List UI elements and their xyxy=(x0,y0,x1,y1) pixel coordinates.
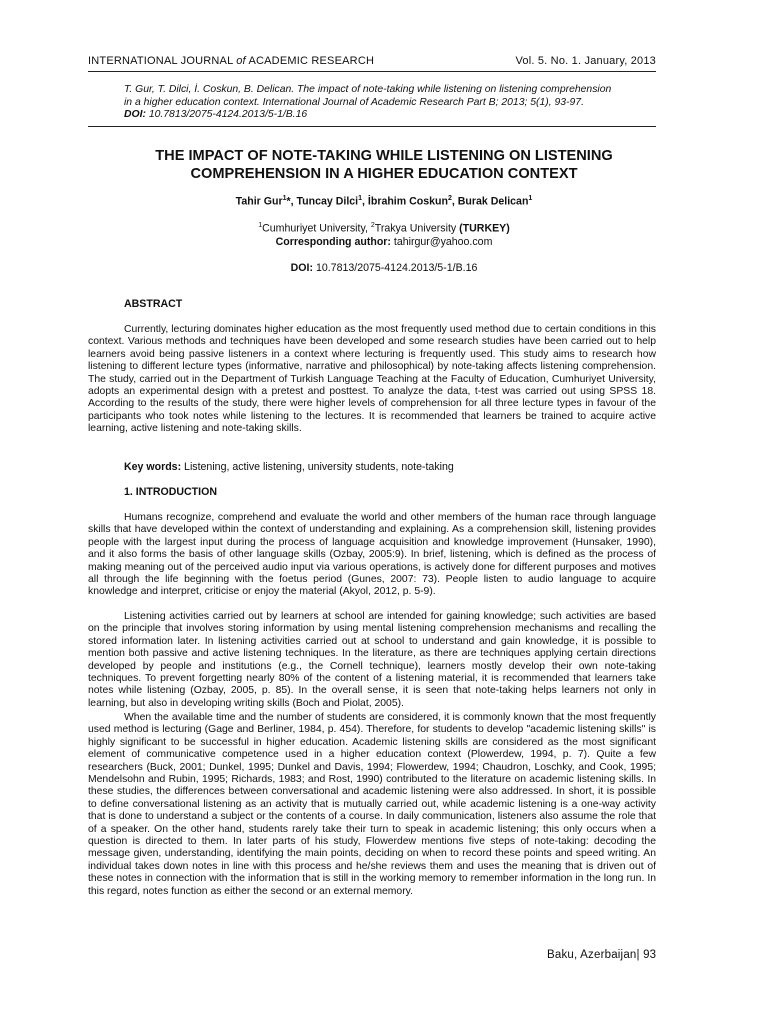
corresponding-author: Corresponding author: tahirgur@yahoo.com xyxy=(275,235,493,248)
title-line-1: THE IMPACT OF NOTE-TAKING WHILE LISTENING ON LISTENING xyxy=(155,148,613,164)
introduction-heading: 1. INTRODUCTION xyxy=(124,486,217,498)
intro-paragraph-1: Humans recognize, comprehend and evaluate the world and other members of the human race through language skills that have developed within the context of understanding and explaining. As a comprehension skill, listening provides people with the largest input during the process of language acquisition and knowledge improvement (Hunsaker, 1990), and it also forms the basis of other language skills (Ozbay, 2005:9). In brief, listening, which is defined as the process of making meaning out of the perceived audio input via various operations, is actively done for different purposes and motives all through the life beginning with the foetus period (Gunes, 2007: 73). People listen to audio language to acquire knowledge and interpret, criticise or enjoy the material (Akyol, 2012, p. 5-9). xyxy=(88,512,656,598)
journal-name: INTERNATIONAL JOURNAL of ACADEMIC RESEARCH xyxy=(88,55,375,67)
issue-info: Vol. 5. No. 1. January, 2013 xyxy=(515,55,656,67)
page-footer: Baku, Azerbaijan| 93 xyxy=(547,949,657,961)
university-line: $^1$Cumhuriyet University, $^2$Trakya University (TURKEY) xyxy=(258,222,510,235)
paper-title xyxy=(60,147,708,183)
citation-block xyxy=(124,84,664,122)
abstract-heading: ABSTRACT xyxy=(124,298,183,310)
citation-line-2: in a higher education context. International Journal of Academic Research Part B; 2013; 5(1), 93-97. xyxy=(124,96,584,108)
citation-line-1: T. Gur, T. Dilci, İ. Coskun, B. Delican. The impact of note-taking while listening on listening comprehension xyxy=(124,84,612,95)
intro-paragraph-2: Listening activities carried out by learners at school are intended for gaining knowledge; such activities are based on the principle that involves storing information by using mental listening comprehension mechanisms and recalling the stored information later. In listening activities carried out at school to understand and gain knowledge, it is possible to mention both passive and active listening techniques. In the literature, as there are techniques applying certain directions developed by people and institutions (e.g., the Cornell technique), learners mostly develop their own note-taking techniques. To prevent forgetting nearly 80% of the content of a listening material, it is recommended that learners take notes while listening (Ozbay, 2005, p. 85). In the overall sense, it is seen that note-taking helps learners not only in learning, but also in developing writing skills (Boch and Piolat, 2005). xyxy=(88,611,656,709)
citation-divider xyxy=(88,126,656,127)
running-header xyxy=(88,55,656,67)
author-list: Tahir Gur$^1$*, Tuncay Dilci$^1$, İbrahim Coskun$^2$, Burak Delican$^1$ xyxy=(235,195,533,208)
title-line-2: COMPREHENSION IN A HIGHER EDUCATION CONTEXT xyxy=(190,166,578,182)
intro-paragraph-3: When the available time and the number of students are considered, it is commonly known that the most frequently used method is lecturing (Gage and Berliner, 1984, p. 454). Therefore, for students to develop "academic listening skills" is highly significant to be successful in higher education. Academic listening skills are considered as the most significant element of communicative competence used in a higher education context (Plowerdew, 1994, p. 7). Quite a few researchers (Buck, 2001; Dunkel, 1995; Dunkel and Davis, 1994; Flowerdew, 1994; Chaudron, Loschky, and Cook, 1995; Mendelsohn and Rubin, 1995; Richards, 1983; and Rost, 1990) contributed to the literature on academic listening skills. In these studies, the differences between conversational and academic listening were also addressed. In short, it is possible to define conversational listening as an activity that is mutually carried out, while academic listening is a one-way activity that is done to understand a subject or the contents of a course. In daily communication, listeners also assume the role that of a speaker. On the other hand, students rarely take their turn to speak in academic listening; this only occurs when a question is directed to them. In later parts of his study, Flowerdew mentions five steps of note-taking: decoding the message given, understanding, identifying the main points, deciding on when to record these points and speed writing. An individual takes down notes in line with this process and he/she reviews them and uses the meaning that is driven out of these notes in connection with the information that is still in the working memory to remember information in the long run. In this regard, notes function as either the second or an external memory. xyxy=(88,712,656,897)
abstract-text: Currently, lecturing dominates higher education as the most frequently used method due to certain conditions in this context. Various methods and techniques have been developed and some research studies have been carried out to help learners avoid being passive listeners in a context where lecturing is frequently used. This study aims to research how listening to different lecture types (informative, narrative and philosophical) by note-taking affects listening comprehension. The study, carried out in the Department of Turkish Language Teaching at the Faculty of Education, Cumhuriyet University, adopts an experimental design with a pretest and posttest. To analyze the data, t-test was carried out using SPSS 18. According to the results of the study, there were higher levels of comprehension for all three lecture types in favour of the participants who took notes while listening to the lectures. It is recommended that learners be trained to acquire active learning, active listening and note-taking skills. xyxy=(88,324,656,435)
header-divider xyxy=(88,71,656,72)
author-email[interactable]: tahirgur@yahoo.com xyxy=(390,235,493,248)
keywords-line: Key words: Listening, active listening, university students, note-taking xyxy=(124,461,454,473)
doi-line: DOI: 10.7813/2075-4124.2013/5-1/B.16 xyxy=(290,262,478,274)
citation-doi: DOI: 10.7813/2075-4124.2013/5-1/B.16 xyxy=(124,109,308,121)
affiliations xyxy=(80,219,688,249)
